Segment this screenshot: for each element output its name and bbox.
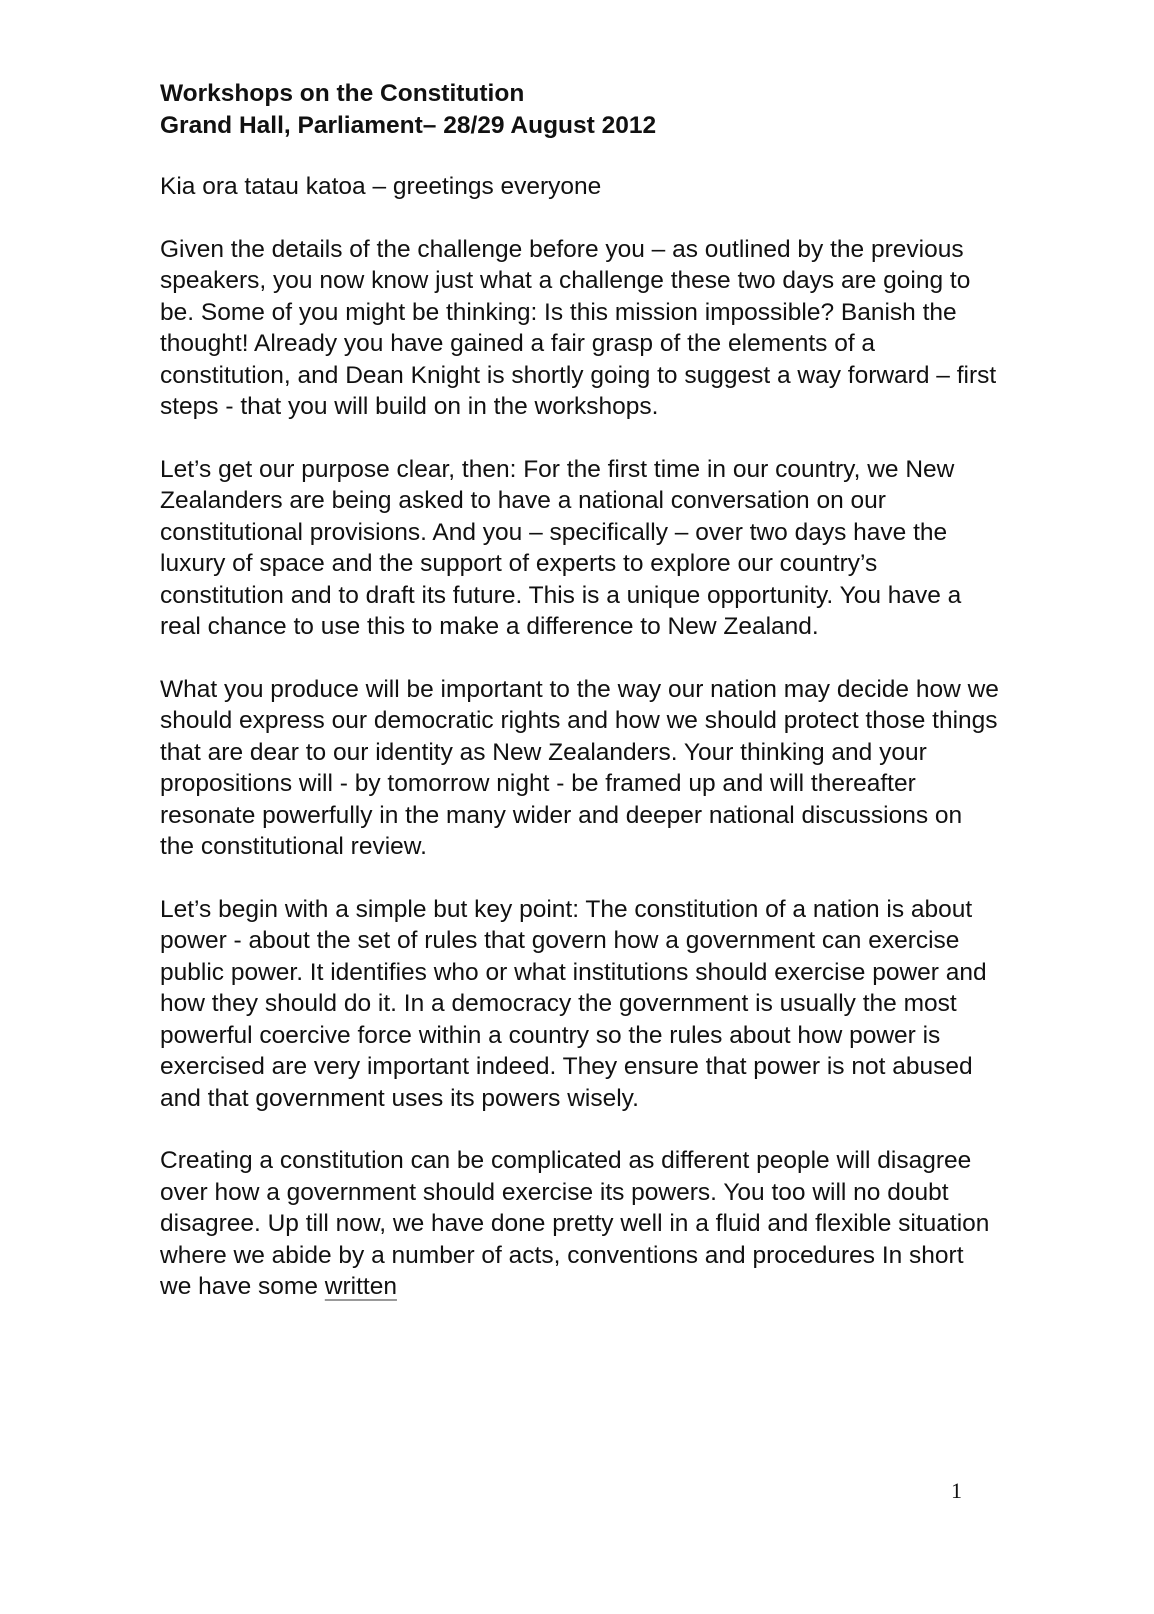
title-line-1: Workshops on the Constitution [160, 80, 525, 107]
paragraph-challenge: Given the details of the challenge before you – as outlined by the previous speakers, you now know just what a challenge these two days are going to be. Some of you might be thinking: Is this mission impossible? Banish the thought! Already you have gained a fair grasp of the elements of a constitution, and Dean Knight is shortly going to suggest a way forward – first steps - that you will build on in the workshops. [160, 235, 997, 420]
paragraph-creating [160, 1145, 1000, 1303]
underlined-word: written [324, 1273, 397, 1300]
paragraph-creating-text: Creating a constitution can be complicated as different people will disagree over how a government should exercise its powers. You too will no doubt disagree. Up till now, we have done pretty well in a fluid and flexible situation where we abide by a number of acts, conventions and procedures In short we have some [160, 1147, 990, 1300]
page-number: 1 [951, 1478, 962, 1503]
greeting: Kia ora tatau katoa – greetings everyone [160, 173, 602, 200]
paragraph-purpose: Let’s get our purpose clear, then: For the first time in our country, we New Zealanders are being asked to have a national conversation on our constitutional provisions. And you – specifically – over two days have the luxury of space and the support of experts to explore our country’s constitution and to draft its future. This is a unique opportunity. You have a real chance to use this to make a difference to New Zealand. [160, 455, 962, 640]
paragraph-outcome: What you produce will be important to the way our nation may decide how we should express our democratic rights and how we should protect those things that are dear to our identity as New Zealanders. Your thinking and your propositions will - by tomorrow night - be framed up and will thereafter resonate powerfully in the many wider and deeper national discussions on the constitutional review. [160, 675, 999, 860]
document-title [160, 78, 1000, 141]
paragraph-power: Let’s begin with a simple but key point: The constitution of a nation is about power - about the set of rules that govern how a government can exercise public power. It identifies who or what institutions should exercise power and how they should do it. In a democracy the government is usually the most powerful coercive force within a country so the rules about how power is exercised are very important indeed. They ensure that power is not abused and that government uses its powers wisely. [160, 895, 987, 1112]
document-body [160, 78, 1000, 1303]
title-line-2: Grand Hall, Parliament– 28/29 August 2012 [160, 111, 657, 139]
